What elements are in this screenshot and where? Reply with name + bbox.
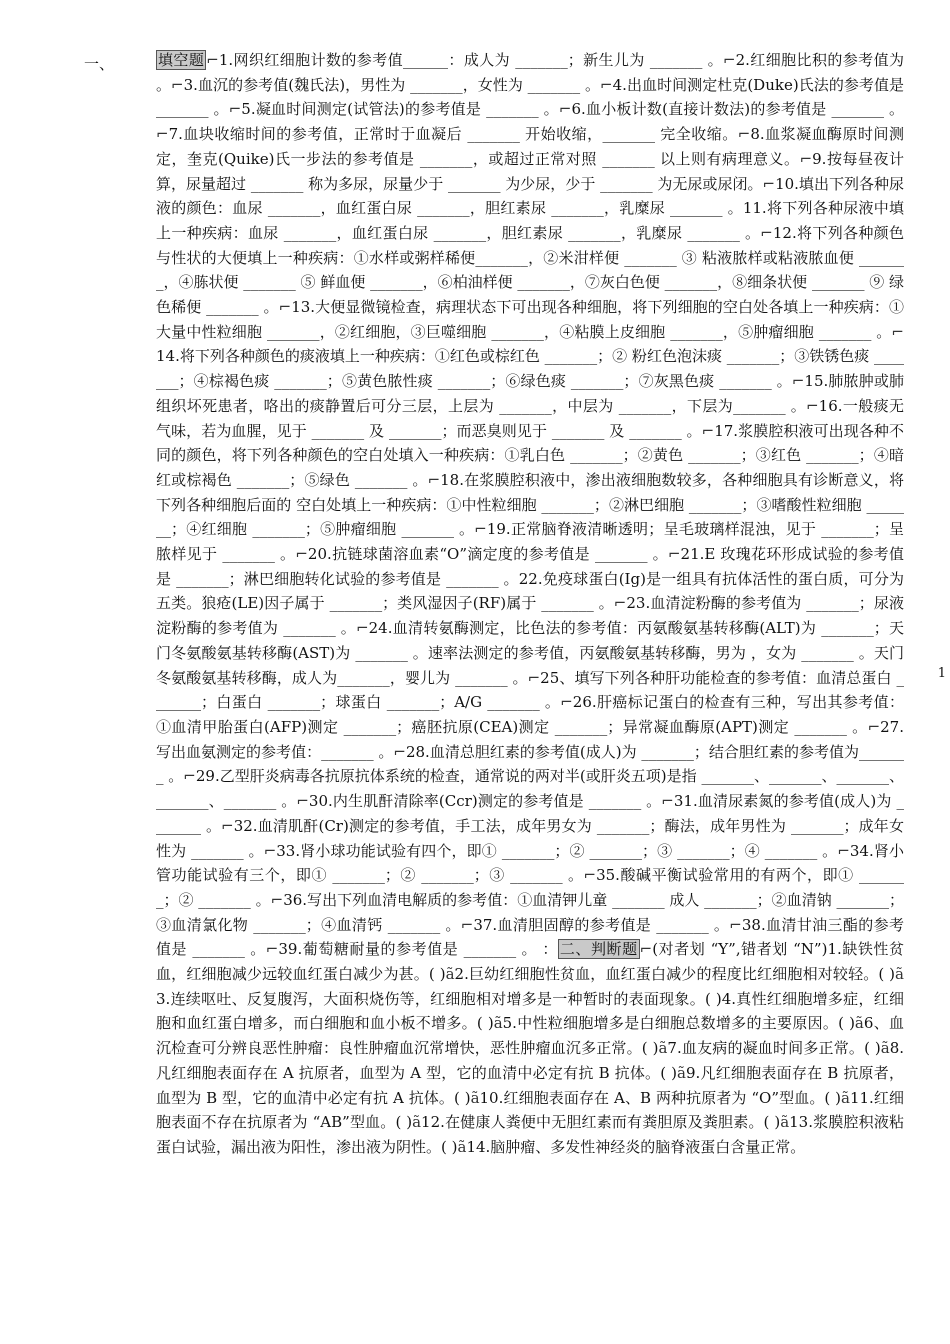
fill-blank-q17: 17.浆膜腔积液可出现各种不同的颜色，将下列各种颜色的空白处填入一种疾病：①乳白色 _______；②黄色 _______；③红色 _______；④暗红或棕褐色 _______；⑤绿色 _______ 。	[156, 421, 904, 489]
fill-blank-q28: 28.血清总胆红素的参考值(成人)为 _______；结合胆红素的参考值为_______ 。	[156, 742, 904, 786]
fill-blank-q6: 6.血小板计数(直接计数法)的参考值是 _______ 。	[571, 100, 904, 119]
true-false-instruction: (对者划 “Y”,错者划 “N”)	[652, 940, 828, 959]
fill-blank-q29: 29.乙型肝炎病毒各抗原抗体系统的检查，通常说的两对半(或肝炎五项)是指 _______、_______、_______、_______、_______ 。	[156, 767, 904, 811]
fill-blank-q37: 37.血清胆固醇的参考值是 _______ 。	[473, 915, 730, 934]
fill-blank-q38: 38.血清甘油三酯的参考值是 _______ 。	[156, 915, 904, 959]
fill-blank-q36: 36.写出下列血清电解质的参考值：①血清钾儿童 _______ 成人 _______；②血清钠 _______；③血清氯化物 _______；④血清钙 _______ 。	[156, 890, 904, 934]
fill-blank-q16: 16.一般痰无气味，若为血腥，见于 _______ 及 _______；而恶臭则见于 _______ 及 _______ 。	[156, 396, 905, 440]
paragraph-mark: ⌐	[183, 767, 196, 786]
fill-blank-q22: 22.免疫球蛋白(Ig)是一组具有抗体活性的蛋白质，可分为五类。狼疮(LE)因子属于 _______；类风湿因子(RF)属于 _______ 。	[156, 569, 904, 613]
true-false-q14: 14.脑肿瘤、多发性神经炎的脑脊液蛋白含量正常。	[466, 1137, 806, 1156]
fill-blank-q4: 4.出血时间测定杜克(Duke)氏法的参考值是 _______ 。	[156, 75, 904, 119]
paragraph-mark: ⌐	[263, 841, 277, 860]
fill-blank-q12: 12.将下列各种颜色与性状的大便填上一种疾病：①水样或粥样稀便_______，②米泔样便 _______ ③ 粘液脓样或粘液脓血便 _______，④胨状便 _______ ⑤ 鲜血便 _______，⑥柏油样便 _______，⑦灰白色便 _______，⑧细条状便 _______ ⑨ 绿色稀便 _______ 。	[156, 223, 904, 317]
paragraph-mark: ⌐	[837, 841, 850, 860]
page-number: 1	[937, 666, 946, 681]
paragraph-mark: ⌐	[270, 890, 284, 909]
paragraph-mark: ⌐	[295, 545, 308, 564]
fill-blank-q20: 20.抗链球菌溶血素“O”滴定度的参考值是 _______ 。	[307, 545, 668, 564]
fill-blank-q8: 8.血浆凝血酶原时间测定，奎克(Quike)氏一步法的参考值是 _______，或超过正常对照 _______ 以上则有病理意义。	[156, 125, 904, 168]
fill-blank-q7: 7.血块收缩时间的参考值，正常时于血凝后 _______ 开始收缩，_______ 完全收缩。	[168, 125, 738, 144]
fill-blank-q15: 15.肺脓肿或肺组织坏死患者，咯出的痰静置后可分三层，上层为 _______，中层为 _______，下层为_______ 。	[156, 372, 905, 415]
fill-blank-q25: 25、填写下列各种肝功能检查的参考值：血清总蛋白 _______；白蛋白 _______；球蛋白 _______；A/G _______ 。	[156, 668, 904, 712]
fill-blank-q10: 10.填出下列各种尿液的颜色：血尿 _______，血红蛋白尿 _______，胆红素尿 _______，乳糜尿 _______ 。	[156, 174, 904, 218]
fill-blank-q31: 31.血清尿素氮的参考值(成人)为 _______ 。	[156, 792, 904, 835]
paragraph-mark: ⌐	[729, 915, 742, 934]
fill-blank-q27: 27.写出血氨测定的参考值：_______ 。	[156, 717, 904, 761]
paragraph-mark: ⌐	[156, 125, 169, 144]
paragraph-mark: ⌐	[737, 125, 751, 144]
tf-mark: ã	[676, 1063, 686, 1082]
true-false-q2: 2.巨幼红细胞性贫血，血红蛋白减少的程度比红细胞相对较轻。( )	[454, 965, 896, 984]
tf-mark: ã	[412, 1113, 422, 1132]
true-false-q5: 5.中性粒细胞增多是白细胞总数增多的主要原因。( )	[502, 1014, 855, 1033]
paragraph-mark: ⌐	[171, 75, 184, 94]
true-false-heading: 二、判断题	[559, 940, 638, 959]
true-false-q3: 3.连续呕吐、反复腹泻，大面积烧伤等，红细胞相对增多是一种暂时的表面现象。( )	[156, 989, 722, 1008]
paragraph-mark: ⌐	[393, 742, 406, 761]
tf-mark: ã	[841, 1088, 850, 1107]
fill-blank-q33: 33.肾小球功能试验有四个，即① _______；② _______；③ _______；④ _______ 。	[276, 841, 838, 860]
paragraph-mark: ⌐	[701, 421, 715, 440]
fill-blank-q5: 5.凝血时间测定(试管法)的参考值是 _______ 。	[241, 100, 559, 119]
true-false-q1: 1.缺铁性贫血，红细胞减少远较血红蛋白减少为甚。( )	[156, 940, 904, 984]
paragraph-mark: ⌐	[667, 545, 681, 564]
tf-mark: ã	[895, 965, 904, 984]
fill-blank-q21: 21.E 玫瑰花环形成试验的参考值是 _______；淋巴细胞转化试验的参考值是 _______ 。	[156, 545, 905, 588]
paragraph-mark: ⌐	[228, 100, 242, 119]
fill-blank-q30: 30.内生肌酐清除率(Ccr)测定的参考值是 _______ 。	[308, 792, 662, 811]
paragraph-mark: ⌐	[265, 940, 279, 959]
true-false-q11: 11.红细胞表面不存在抗原者为 “AB”型血。( )	[156, 1088, 905, 1132]
fill-blank-q3: 3.血沉的参考值(魏氏法)，男性为 _______，女性为 _______ 。	[183, 75, 601, 94]
paragraph-mark: ⌐	[221, 816, 234, 835]
exam-content	[156, 48, 904, 1160]
tf-mark: ã	[445, 965, 455, 984]
paragraph-mark: ⌐	[356, 619, 369, 638]
tf-mark: ã	[854, 1014, 864, 1033]
tf-mark: ã	[470, 1088, 480, 1107]
true-false-q12: 12.在健康人粪便中无胆红素而有粪胆原及粪胆素。( )	[421, 1113, 781, 1132]
fill-blank-q9: 9.按每昼夜计算，尿量超过 _______ 称为多尿，尿量少于 _______ 为少尿，少于 _______ 为无尿或尿闭。	[156, 149, 904, 193]
paragraph-mark: ⌐	[867, 717, 881, 736]
fill-blank-q39: 39.葡萄糖耐量的参考值是 _______ 。 ：	[278, 940, 558, 959]
tf-mark: ã	[658, 1039, 668, 1058]
paragraph-mark: ⌐	[474, 520, 487, 539]
paragraph-mark: ⌐	[278, 298, 292, 317]
paragraph-mark: ⌐	[723, 51, 736, 69]
true-false-q7: 7.血友病的凝血时间多正常。( )	[667, 1039, 881, 1058]
paragraph-mark: ⌐	[806, 396, 819, 415]
paragraph-mark: ⌐	[600, 75, 613, 94]
fill-blank-q19: 19.正常脑脊液清晰透明；呈毛玻璃样混浊，见于 _______；呈脓样见于 _______ 。	[156, 520, 904, 564]
paragraph-mark: ⌐	[583, 866, 597, 885]
true-false-q6: 6、血沉检查可分辨良恶性肿瘤：良性肿瘤血沉常增快，恶性肿瘤血沉多正常。( )	[156, 1014, 904, 1058]
paragraph-mark: ⌐	[661, 792, 674, 811]
paragraph-mark: ⌐	[891, 322, 904, 341]
fill-blank-q26: 26.肝癌标记蛋白的检查有三种，写出其参考值：①血清甲胎蛋白(AFP)测定 _______；癌胚抗原(CEA)测定 _______；异常凝血酶原(APT)测定 _______ 。	[156, 693, 904, 736]
fill-blank-q32: 32.血清肌酐(Cr)测定的参考值，手工法，成年男女为 _______；酶法，成年男性为 _______；成年女性为 _______ 。	[156, 816, 904, 860]
paragraph-mark: ⌐	[527, 668, 541, 687]
true-false-q8: 8.凡红细胞表面存在 A 抗原者，血型为 A 型，它的血清中必定有抗 B 抗体。( )	[156, 1039, 904, 1082]
true-false-q10: 10.红细胞表面存在 A、B 两种抗原者为 “O”型血。( )	[479, 1088, 841, 1107]
fill-blank-q13: 13.大便显微镜检查，病理状态下可出现各种细胞，将下列细胞的空白处各填上一种疾病：①大量中性粒细胞 _______，②红细胞，③巨噬细胞 _______，④粘膜上皮细胞 _______，⑤肿瘤细胞 _______ 。	[156, 298, 904, 341]
tf-mark: ã	[780, 1113, 790, 1132]
fill-blank-heading: 填空题	[158, 51, 205, 69]
paragraph-mark: ⌐	[206, 51, 219, 69]
tf-mark: ã	[880, 1039, 890, 1058]
fill-blank-q2: 2.红细胞比积的参考值为 。	[156, 51, 904, 94]
paragraph-mark: ⌐	[799, 149, 813, 168]
paragraph-mark: ⌐	[791, 372, 805, 391]
tf-mark: ã	[493, 1014, 503, 1033]
fill-blank-q18: 18.在浆膜腔积液中，渗出液细胞数较多，各种细胞具有诊断意义，将下列各种细胞后面的 空白处填上一种疾病：①中性粒细胞 _______；②淋巴细胞 _______；③嗜酸性粒细胞 _______；④红细胞 _______；⑤肿瘤细胞 _______ 。	[156, 470, 905, 539]
section-number: 一、	[84, 55, 115, 73]
fill-blank-q34: 34.肾小管功能试验有三个，即① _______；② _______；③ _______ 。	[156, 841, 905, 885]
true-false-q9: 9.凡红细胞表面存在 B 抗原者，血型为 B 型，它的血清中必定有抗 A 抗体。( )	[156, 1063, 904, 1107]
fill-blank-q24: 24.血清转氨酶测定，比色法的参考值：丙氨酸氨基转移酶(ALT)为 _______；天门冬氨酸氨基转移酶(AST)为 _______ 。速率法测定的参考值，丙氨酸氨基转移酶，男为 ，女为 _______ 。天门冬氨酸氨基转移酶，成人为_______，婴儿为 _______ 。	[156, 619, 904, 687]
tf-mark: ã	[457, 1137, 467, 1156]
paragraph-mark: ⌐	[639, 940, 653, 959]
paragraph-mark: ⌐	[558, 100, 572, 119]
paragraph-mark: ⌐	[460, 915, 474, 934]
fill-blank-q11: 11.将下列各种尿液中填上一种疾病：血尿 _______，血红蛋白尿 _______，胆红素尿 _______，乳糜尿 _______ 。	[156, 199, 905, 242]
fill-blank-q23: 23.血清淀粉酶的参考值为 _______；尿液淀粉酶的参考值为 _______ 。	[156, 594, 905, 638]
paragraph-mark: ⌐	[427, 470, 441, 489]
paragraph-mark: ⌐	[560, 693, 573, 712]
paragraph-mark: ⌐	[613, 594, 627, 613]
true-false-q4: 4.真性红细胞增多症，红细胞和血红蛋白增多，而白细胞和血小板不增多。( )	[156, 989, 904, 1033]
paragraph-mark: ⌐	[760, 223, 773, 242]
paragraph-mark: ⌐	[296, 792, 309, 811]
fill-blank-q14: 14.将下列各种颜色的痰液填上一种疾病：①红色或棕红色 _______；② 粉红色泡沫痰 _______；③铁锈色痰 _______；④棕褐色痰 _______；⑤黄色脓性痰 _______；⑥绿色痰 _______；⑦灰黑色痰 _______ 。	[156, 347, 904, 391]
true-false-q13: 13.浆膜腔积液粘蛋白试验，漏出液为阳性，渗出液为阴性。( )	[156, 1113, 904, 1156]
fill-blank-q35: 35.酸碱平衡试验常用的有两个，即① _______；② _______ 。	[156, 866, 905, 909]
paragraph-mark: ⌐	[762, 174, 776, 193]
fill-blank-q1: 1.网织红细胞计数的参考值______：成人为 _______；新生儿为 _______ 。	[218, 51, 724, 69]
